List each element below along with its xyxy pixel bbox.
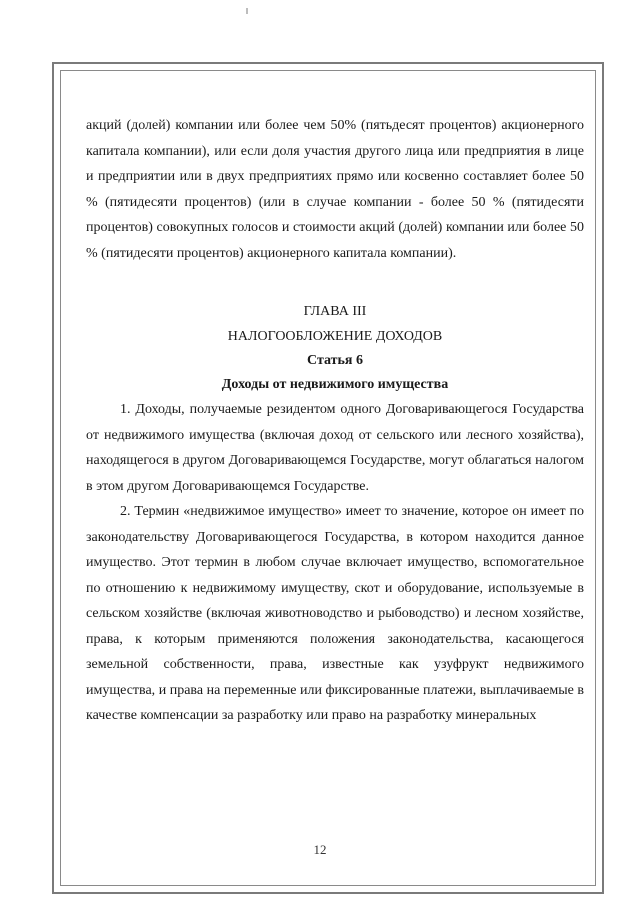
article-label: Статья 6 <box>307 353 363 368</box>
paragraph-2: 2. Термин «недвижимое имущество» имеет то значение, которое он имеет по законодательству Договаривающегося Государства, в котором находится данное имущество. Этот термин в любом случае включает имущество, вспомогательное по отношению к недвижимому имуществу, скот и оборудование, используемые в сельском хозяйстве (включая животноводство и рыбоводство) и лесном хозяйстве, права, к которым применяются положения законодательства, касающегося земельной собственности, права, известные как узуфрукт недвижимого имущества, и права на переменные или фиксированные платежи, выплачиваемые в качестве компенсации за разработку или право на разработку минеральных <box>86 504 584 723</box>
chapter-label: ГЛАВА III <box>303 304 367 319</box>
page-number: 12 <box>313 842 327 857</box>
paragraph-1: 1. Доходы, получаемые резидентом одного Договаривающегося Государства от недвижимого имущества (включая доход от сельского или лесного хозяйства), находящегося в другом Договаривающемся Государстве, могут облагаться налогом в этом другом Договаривающемся Государстве. <box>86 402 584 494</box>
chapter-title: НАЛОГООБЛОЖЕНИЕ ДОХОДОВ <box>227 329 443 344</box>
continued-paragraph: акций (долей) компании или более чем 50% (пятьдесят процентов) акционерного капитала компании), или если доля участия другого лица или предприятия в лице и предприятии или в двух предприятиях прямо или косвенно составляет более 50 % (пятидесяти процентов) (или в случае компании - более 50 % (пятидесяти процентов) совокупных голосов и стоимости акций (долей) компании или более 50 % (пятидесяти процентов) акционерного капитала компании). <box>86 118 584 261</box>
document-body <box>86 113 584 729</box>
scan-mark <box>246 8 248 14</box>
article-title: Доходы от недвижимого имущества <box>221 377 449 392</box>
